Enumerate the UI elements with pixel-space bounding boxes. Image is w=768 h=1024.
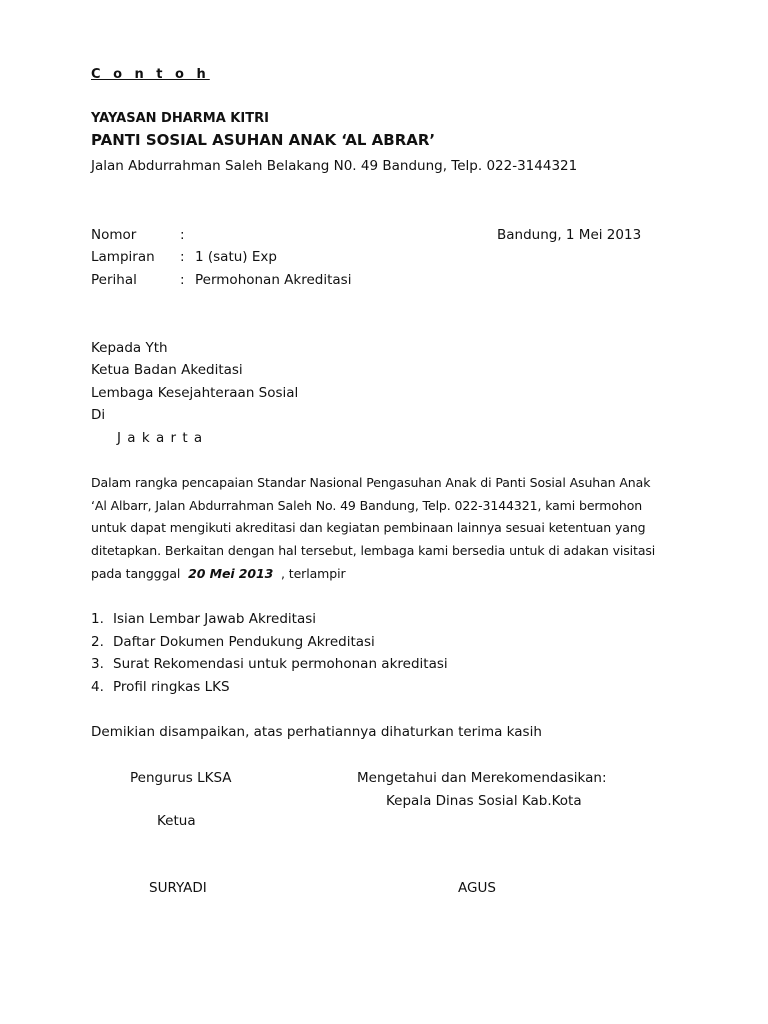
closing-sentence: Demikian disampaikan, atas perhatiannya dihaturkan terima kasih xyxy=(91,724,542,740)
visit-date: 20 Mei 2013 xyxy=(188,566,274,581)
signature-right-title: Mengetahui dan Merekomendasikan: xyxy=(357,770,607,786)
lampiran-value: 1 (satu) Exp xyxy=(195,249,277,265)
nomor-colon: : xyxy=(180,227,185,243)
recipient-line-4: Di xyxy=(91,407,106,423)
perihal-label: Perihal xyxy=(91,272,137,288)
institution-name: PANTI SOSIAL ASUHAN ANAK ‘AL ABRAR’ xyxy=(91,131,436,149)
lampiran-label: Lampiran xyxy=(91,249,155,265)
perihal-colon: : xyxy=(180,272,185,288)
recipient-line-3: Lembaga Kesejahteraan Sosial xyxy=(91,385,299,401)
recipient-city: J a k a r t a xyxy=(117,430,204,446)
body-line-1: Dalam rangka pencapaian Standar Nasional Pengasuhan Anak di Panti Sosial Asuhan Anak xyxy=(91,475,651,490)
contoh-label: C o n t o h xyxy=(91,67,210,82)
attachment-item: Isian Lembar Jawab Akreditasi xyxy=(113,611,317,627)
body-line-2: ‘Al Albarr, Jalan Abdurrahman Saleh No. 49 Bandung, Telp. 022-3144321, kami bermohon xyxy=(91,498,643,513)
body-line-5 xyxy=(91,568,345,581)
attachment-number: 4. xyxy=(91,679,104,695)
body-line-3: untuk dapat mengikuti akreditasi dan kegiatan pembinaan lainnya sesuai ketentuan yang xyxy=(91,520,646,535)
institution-address: Jalan Abdurrahman Saleh Belakang N0. 49 Bandung, Telp. 022-3144321 xyxy=(91,158,578,174)
place-date: Bandung, 1 Mei 2013 xyxy=(497,227,642,243)
attachment-item: Surat Rekomendasi untuk permohonan akreditasi xyxy=(113,656,448,672)
foundation-name: YAYASAN DHARMA KITRI xyxy=(91,111,269,126)
nomor-label: Nomor xyxy=(91,227,137,243)
attachment-number: 3. xyxy=(91,656,104,672)
signature-right-role: Kepala Dinas Sosial Kab.Kota xyxy=(386,793,582,809)
lampiran-colon: : xyxy=(180,249,185,265)
attachment-item: Daftar Dokumen Pendukung Akreditasi xyxy=(113,634,375,650)
perihal-value: Permohonan Akreditasi xyxy=(195,272,352,288)
recipient-line-2: Ketua Badan Akeditasi xyxy=(91,362,243,378)
recipient-line-1: Kepada Yth xyxy=(91,340,168,356)
attachment-item: Profil ringkas LKS xyxy=(113,679,230,695)
signature-left-org: Pengurus LKSA xyxy=(130,770,232,786)
attachment-number: 1. xyxy=(91,611,104,627)
signature-right-name: AGUS xyxy=(458,880,496,896)
body-line-5-suffix: , terlampir xyxy=(281,566,346,581)
attachment-number: 2. xyxy=(91,634,104,650)
signature-left-role: Ketua xyxy=(157,813,196,829)
body-line-5-prefix: pada tangggal xyxy=(91,566,181,581)
signature-left-name: SURYADI xyxy=(149,880,207,896)
body-line-4: ditetapkan. Berkaitan dengan hal tersebut, lembaga kami bersedia untuk di adakan visitasi xyxy=(91,543,656,558)
